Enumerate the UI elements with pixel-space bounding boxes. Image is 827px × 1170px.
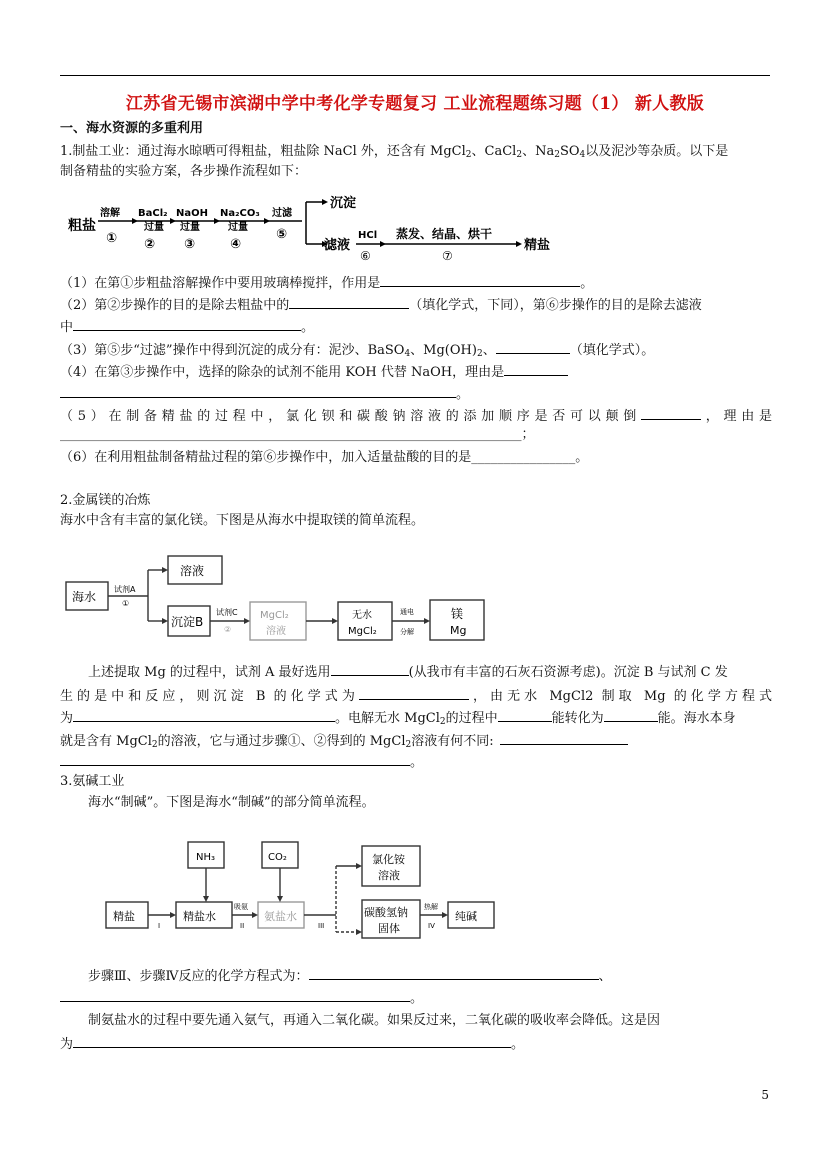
section1-heading: 一、海水资源的多重利用 (60, 121, 204, 136)
q1-part4: （4）在第③步操作中，选择的除杂的试剂不能用 KOH 代替 NaOH，理由是 (60, 362, 772, 382)
answer-blank[interactable] (641, 406, 701, 420)
answer-blank[interactable] (289, 295, 409, 309)
mgcl2-solution-line1: MgCl₂ (260, 610, 289, 621)
section3-heading: 3.氨碱工业 (60, 774, 125, 789)
q1-intro: 1.制盐工业：通过海水晾晒可得粗盐，粗盐除 NaCl 外，还含有 MgCl$_2$、CaCl$_2$、$Na_2SO_4$以及泥沙等杂质。以下是 (60, 144, 729, 160)
q1-part2: （2）第②步操作的目的是除去粗盐中的 （填化学式，下同），第⑥步操作的目的是除去滤液 (60, 295, 772, 315)
flow-step4-top: Na₂CO₃ (220, 208, 260, 219)
answer-blank[interactable] (309, 966, 599, 980)
q1-part5: （5）在制备精盐的过程中，氯化钡和碳酸钠溶液的添加顺序是否可以颠倒 ，理由是 (60, 406, 772, 426)
answer-blank[interactable] (498, 708, 552, 722)
answer-blank[interactable] (504, 362, 568, 376)
flow-step5-num: ⑤ (276, 227, 288, 242)
answer-blank[interactable] (380, 273, 580, 287)
flow-evap-num: ⑦ (442, 249, 453, 263)
q1-intro-2: 制备精盐的实验方案，各步操作流程如下： (60, 164, 308, 179)
section2-heading: 2.金属镁的冶炼 (60, 493, 151, 508)
q1-part6: （6）在利用粗盐制备精盐过程的第⑥步操作中，加入适量盐酸的目的是________________。 (60, 450, 589, 465)
flow-step1-num: ① (106, 231, 118, 246)
q2-para-line5: 。 (60, 752, 772, 772)
seawater-box: 海水 (72, 590, 97, 604)
flow-step3-num: ③ (184, 237, 196, 252)
flow-step4-sub: 过量 (228, 222, 248, 233)
answer-blank[interactable] (331, 662, 409, 676)
nh4cl-line2: 溶液 (378, 869, 400, 882)
absorb-label: 吸氨 (234, 903, 248, 911)
q2-para-line4: 就是含有 MgCl$_2$的溶液，它与通过步骤①、②得到的 MgCl$_2$溶液有何不同: (60, 731, 772, 751)
step-a-num: ① (122, 599, 130, 608)
q1-part1: （1）在第①步粗盐溶解操作中要用玻璃棒搅拌，作用是 。 (60, 273, 772, 293)
flow-hcl-num: ⑥ (360, 249, 371, 263)
step1-label: I (158, 922, 161, 930)
flow-filtrate: 滤液 (324, 238, 351, 253)
mgcl2-solution-line2: 溶液 (266, 626, 286, 637)
nh3-box: NH₃ (196, 852, 216, 863)
ammonia-soda-flow-diagram (96, 836, 516, 946)
page-number: 5 (761, 1088, 769, 1102)
section3-intro: 海水“制碱”。下图是海水“制碱”的部分简单流程。 (88, 795, 375, 810)
flow-hcl: HCl (358, 230, 378, 241)
page-title: 江苏省无锡市滨湖中学中考化学专题复习 工业流程题练习题（1） 新人教版 (125, 94, 705, 114)
step2-label: II (240, 922, 245, 930)
flow-precipitate: 沉淀 (330, 196, 357, 211)
flow-start: 粗盐 (68, 218, 96, 234)
nahco3-line1: 碳酸氢钠 (364, 906, 408, 919)
flow-step3-sub: 过量 (180, 222, 200, 233)
answer-blank[interactable] (496, 340, 570, 354)
step-c-num: ② (224, 625, 232, 634)
heat-label: 热解 (424, 903, 438, 911)
flow-evap: 蒸发、结晶、烘干 (396, 227, 493, 241)
q1-part2-cont: 中 。 (60, 317, 772, 337)
flow-step2-sub: 过量 (144, 222, 164, 233)
answer-blank[interactable] (359, 686, 469, 700)
step4-label: IV (428, 922, 435, 930)
flow-step4-num: ④ (230, 237, 242, 252)
q3-para-line1: 步骤Ⅲ、步骤Ⅳ反应的化学方程式为： 、 (88, 966, 772, 986)
q2-para-line2: 生的是中和反应，则沉淀 B 的化学式为 ，由无水 MgCl2 制取 Mg 的化学方程式 (60, 686, 772, 706)
flow-step2-top: BaCl₂ (138, 208, 168, 219)
flow-step5-top: 过滤 (272, 208, 292, 219)
reagent-c-label: 试剂C (216, 608, 238, 617)
q1-part5-cont: _______________________________________________________________________； (60, 427, 535, 442)
answer-blank[interactable] (73, 317, 301, 331)
q3-para-line2: 。 (60, 988, 772, 1008)
anhydrous-line1: 无水 (352, 610, 372, 621)
salt-refining-flow-diagram (60, 188, 580, 268)
flow-step1-top: 溶解 (100, 208, 120, 219)
answer-blank[interactable] (60, 988, 410, 1002)
flow-step2-num: ② (144, 237, 156, 252)
co2-box: CO₂ (268, 852, 287, 863)
step3-label: III (318, 922, 325, 930)
flow-step3-top: NaOH (176, 208, 208, 219)
answer-blank[interactable] (73, 1034, 511, 1048)
flow-end: 精盐 (524, 238, 551, 253)
nahco3-line2: 固体 (378, 922, 400, 935)
electric-label: 通电 (400, 608, 414, 616)
q1-part4-cont: 。 (60, 384, 772, 404)
answer-blank[interactable] (604, 708, 658, 722)
reagent-a-label: 试剂A (114, 585, 136, 594)
answer-blank[interactable] (500, 731, 628, 745)
decompose-label: 分解 (400, 628, 414, 636)
ammonia-water-box: 氨盐水 (264, 910, 297, 923)
section2-intro: 海水中含有丰富的氯化镁。下图是从海水中提取镁的简单流程。 (60, 513, 425, 528)
mg-line2: Mg (450, 624, 467, 637)
answer-blank[interactable] (60, 752, 410, 766)
q3-para-line3: 制氨盐水的过程中要先通入氨气，再通入二氧化碳。如果反过来，二氧化碳的吸收率会降低。这是因 (88, 1013, 661, 1028)
magnesium-flow-diagram (60, 548, 500, 648)
q2-para-line3: 为 。电解无水 MgCl$_2$的过程中 能转化为 能。海水本身 (60, 708, 772, 728)
refined-water-box: 精盐水 (183, 910, 216, 923)
answer-blank[interactable] (60, 384, 456, 398)
q2-para-line1: 上述提取 Mg 的过程中，试剂 A 最好选用 (从我市有丰富的石灰石资源考虑)。沉淀 B 与试剂 C 发 (88, 662, 772, 682)
nh4cl-line1: 氯化铵 (372, 853, 405, 866)
soda-box: 纯碱 (455, 910, 477, 923)
q1-part3: （3）第⑤步“过滤”操作中得到沉淀的成分有：泥沙、BaSO$_4$、$Mg(OH)_2$、 （填化学式）。 (60, 340, 772, 360)
q3-para-line4: 为 。 (60, 1034, 772, 1054)
anhydrous-line2: MgCl₂ (348, 626, 377, 637)
answer-blank[interactable] (73, 708, 335, 722)
header-rule (60, 75, 770, 76)
mg-line1: 镁 (451, 607, 464, 621)
precipitate-b-box: 沉淀B (171, 615, 204, 629)
solution-box: 溶液 (180, 564, 205, 578)
brine-box: 精盐 (113, 910, 135, 923)
